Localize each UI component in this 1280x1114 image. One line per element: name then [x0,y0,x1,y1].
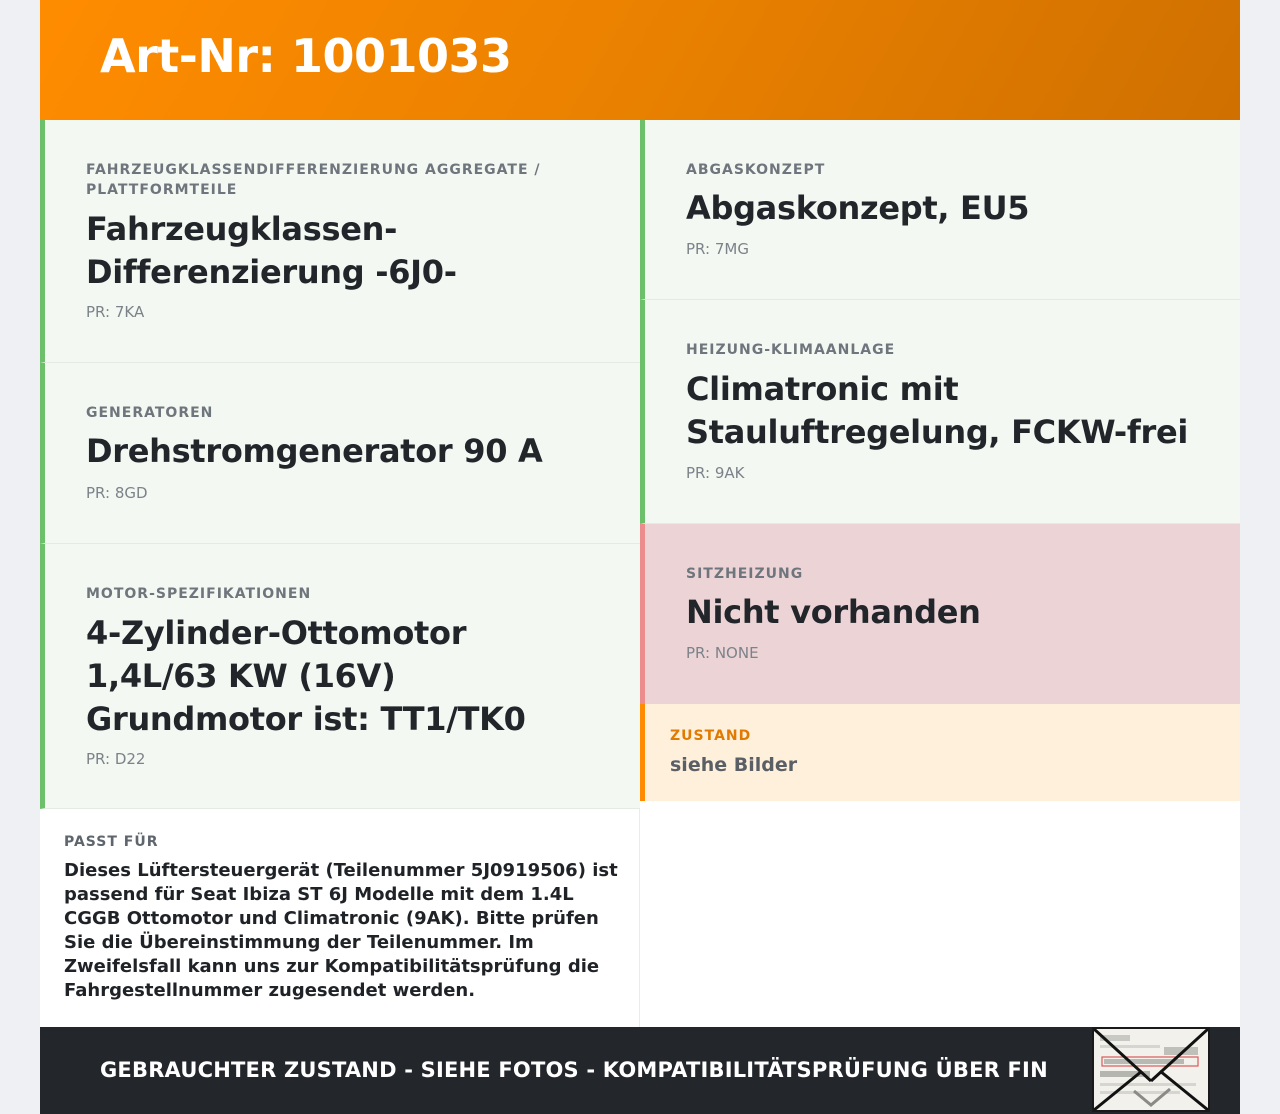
condition-text: siehe Bilder [670,754,798,776]
spec-pr-code: PR: 7MG [686,240,749,258]
compatibility-label: PASST FÜR [64,834,159,850]
spec-category: ABGASKONZEPT [686,162,826,178]
spec-value: Climatronic mit Stauluftregelung, FCKW-frei [686,370,1189,451]
spec-pr-code: PR: NONE [686,644,759,662]
vehicle-registration-document-icon [1092,1027,1210,1112]
spec-card-fahrzeugklasse [40,120,640,363]
spec-category: GENERATOREN [86,405,214,421]
spec-pr-code: PR: 7KA [86,303,145,321]
condition-label: ZUSTAND [670,728,752,744]
footer-banner [40,1027,1240,1114]
product-sheet [40,0,1240,1114]
article-number-title: Art-Nr: 1001033 [100,29,512,83]
spec-value: Abgaskonzept, EU5 [686,189,1030,227]
spec-category: HEIZUNG-KLIMAANLAGE [686,342,896,358]
spec-pr-code: PR: 8GD [86,484,148,502]
compatibility-box [40,809,640,1027]
spec-card-motor [40,544,640,809]
condition-box [640,704,1240,801]
spec-value: Fahrzeugklassen-Differenzierung -6J0- [86,210,457,291]
header-banner [40,0,1240,120]
spec-value: Drehstromgenerator 90 A [86,432,543,470]
spec-value: Nicht vorhanden [686,593,981,631]
spec-value: 4-Zylinder-Ottomotor 1,4L/63 KW (16V) Grundmotor ist: TT1/TK0 [86,614,526,738]
spec-category: MOTOR-SPEZIFIKATIONEN [86,586,312,602]
spec-pr-code: PR: 9AK [686,464,745,482]
spec-card-generatoren [40,363,640,544]
footer-text: GEBRAUCHTER ZUSTAND - SIEHE FOTOS - KOMPATIBILITÄTSPRÜFUNG ÜBER FIN [100,1058,1048,1082]
spec-card-abgaskonzept [640,120,1240,300]
spec-category: SITZHEIZUNG [686,566,804,582]
spec-card-heizung-klimaanlage [640,300,1240,524]
spec-category: FAHRZEUGKLASSENDIFFERENZIERUNG AGGREGATE / PLATTFORMTEILE [86,162,541,198]
compatibility-text: Dieses Lüftersteuergerät (Teilenummer 5J0919506) ist passend für Seat Ibiza ST 6J Modelle mit dem 1.4L CGGB Ottomotor und Climatronic (9AK). Bitte prüfen Sie die Übereinstimmung der Teilenummer. Im Zweifelsfall kann uns zur Kompatibilitätsprüfung die Fahrgestellnummer zugesendet werden. [64,860,618,1001]
spec-pr-code: PR: D22 [86,750,146,768]
spec-card-sitzheizung [640,524,1240,704]
